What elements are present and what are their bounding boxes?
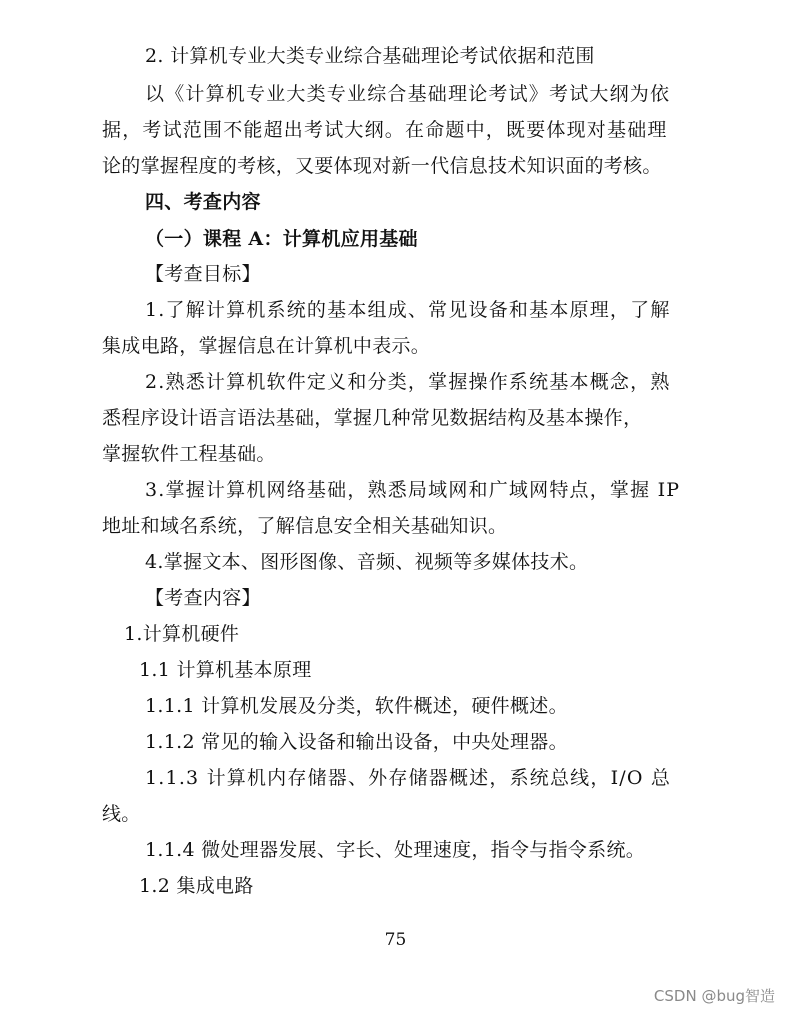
course-heading: （一）课程 A：计算机应用基础 [145,228,418,250]
content-item: 1.1.1 计算机发展及分类，软件概述，硬件概述。 [145,695,568,717]
watermark: CSDN @bug智造 [653,987,775,1005]
objective-item-continued: 悉程序设计语言语法基础，掌握几种常见数据结构及基本操作， [102,407,643,429]
section-heading: 2. 计算机专业大类专业综合基础理论考试依据和范围 [145,45,595,67]
content-item: 1.计算机硬件 [124,623,240,645]
content-item: 1.1.2 常见的输入设备和输出设备，中央处理器。 [145,731,568,753]
paragraph-line: 以《计算机专业大类专业综合基础理论考试》考试大纲为依 [145,83,671,105]
content-item: 1.1.4 微处理器发展、字长、处理速度，指令与指令系统。 [145,839,646,861]
objective-item-continued: 掌握软件工程基础。 [102,443,276,465]
subsection-heading: 【考查内容】 [145,587,261,609]
paragraph-line: 据，考试范围不能超出考试大纲。在命题中，既要体现对基础理 [102,119,668,141]
content-item-continued: 线。 [102,803,141,825]
chapter-heading: 四、考查内容 [145,191,261,213]
subsection-heading: 【考查目标】 [145,263,261,285]
objective-item: 4.掌握文本、图形图像、音频、视频等多媒体技术。 [145,551,589,573]
page-number: 75 [384,930,407,950]
objective-item-continued: 地址和域名系统，了解信息安全相关基础知识。 [102,515,508,537]
objective-item-continued: 集成电路，掌握信息在计算机中表示。 [102,335,431,357]
content-item: 1.1 计算机基本原理 [139,659,312,681]
content-item: 1.2 集成电路 [139,875,254,897]
objective-item: 2.熟悉计算机软件定义和分类，掌握操作系统基本概念，熟 [145,371,671,393]
objective-item: 3.掌握计算机网络基础，熟悉局域网和广域网特点，掌握 IP [145,479,681,501]
objective-item: 1.了解计算机系统的基本组成、常见设备和基本原理，了解 [145,299,671,321]
paragraph-line: 论的掌握程度的考核，又要体现对新一代信息技术知识面的考核。 [102,155,662,177]
content-item: 1.1.3 计算机内存储器、外存储器概述，系统总线，I/O 总 [145,767,672,789]
